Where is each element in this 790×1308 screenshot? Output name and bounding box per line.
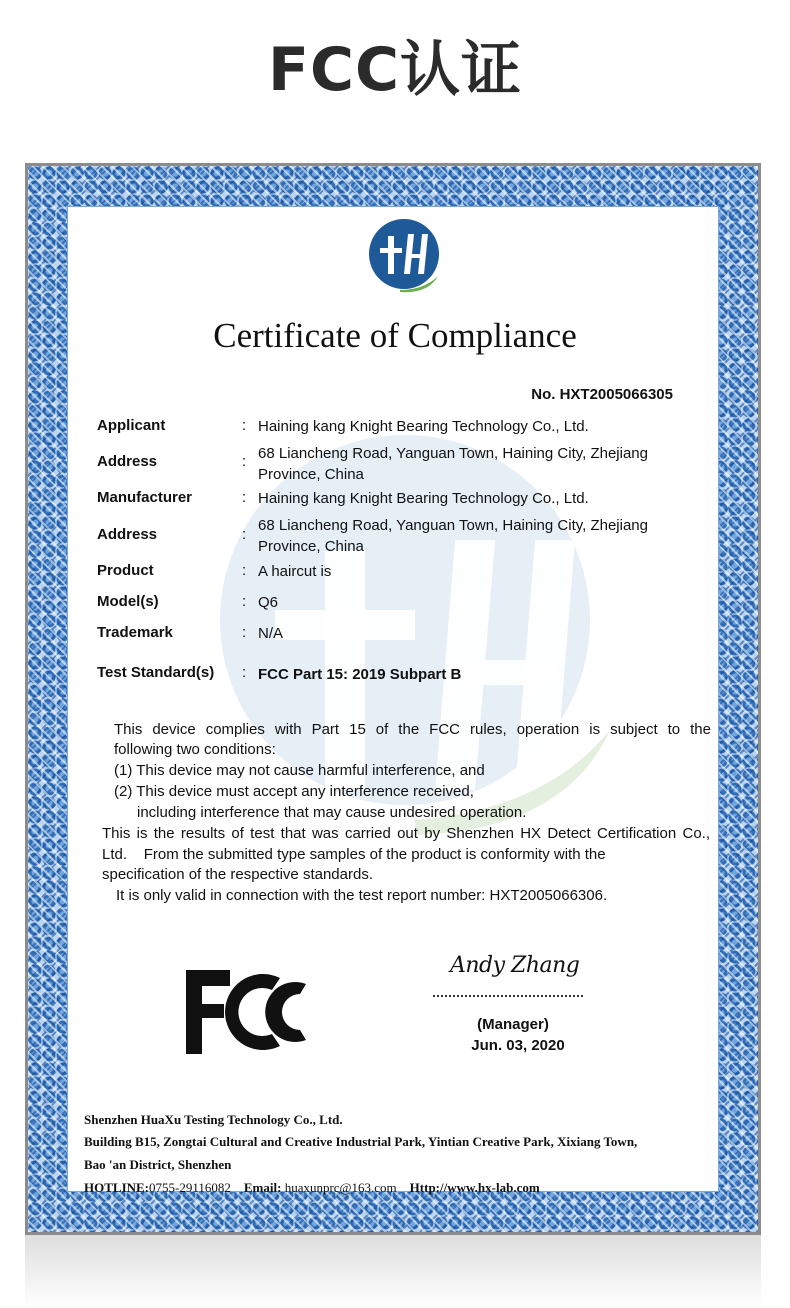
trademark-label: Trademark: [97, 624, 173, 641]
applicant-address-line-2: Province, China: [258, 466, 364, 483]
signature-date: Jun. 03, 2020: [471, 1037, 565, 1054]
applicant-address-label: Address: [97, 453, 158, 470]
manufacturer-address-line-1: 68 Liancheng Road, Yanguan Town, Haining City, Zhejiang: [258, 517, 648, 534]
body-line-1: This device complies with Part 15 of the FCC rules, operation is subject to the: [114, 721, 711, 738]
body-line-2: following two conditions:: [114, 741, 276, 758]
manufacturer-address-line-2: Province, China: [258, 538, 364, 555]
footer-contact-line: [84, 1180, 540, 1196]
fcc-logo-icon: [186, 968, 311, 1056]
model-value: Q6: [258, 594, 279, 611]
website-link: Http://www.hx-lab.com: [409, 1180, 540, 1195]
signature-line: [433, 995, 583, 997]
footer-address-line-2: Bao 'an District, Shenzhen: [84, 1157, 232, 1172]
test-standard-label: Test Standard(s): [97, 664, 215, 681]
hx-lab-logo-icon: [366, 218, 442, 294]
body-line-6: This is the results of test that was carried out by Shenzhen HX Detect Certification Co.,: [102, 825, 710, 842]
body-line-9: It is only valid in connection with the test report number: HXT2005066306.: [116, 887, 608, 904]
body-line-3: (1) This device may not cause harmful interference, and: [114, 762, 485, 779]
colon: :: [242, 664, 247, 681]
email-label: Email:: [243, 1180, 282, 1195]
bottom-fade: [25, 1235, 761, 1308]
colon: :: [242, 562, 247, 579]
colon: :: [242, 489, 247, 506]
manufacturer-address-label: Address: [97, 526, 158, 543]
footer-company: Shenzhen HuaXu Testing Technology Co., Ltd.: [84, 1112, 343, 1127]
body-line-7: Ltd. From the submitted type samples of the product is conformity with the: [102, 846, 606, 863]
body-line-4: (2) This device must accept any interference received,: [114, 783, 474, 800]
applicant-value: Haining kang Knight Bearing Technology Co., Ltd.: [258, 418, 589, 435]
body-line-8: specification of the respective standards.: [102, 866, 373, 883]
page-heading: FCC认证: [267, 35, 523, 105]
body-line-5: including interference that may cause undesired operation.: [137, 804, 527, 821]
colon: :: [242, 624, 247, 641]
hotline-value: 0755-29116082: [149, 1180, 231, 1195]
signature: Andy Zhang: [450, 953, 580, 978]
model-label: Model(s): [97, 593, 159, 610]
certificate-number: No. HXT2005066305: [531, 386, 673, 403]
email-value: huaxunprc@163.com: [284, 1180, 397, 1195]
hotline-label: HOTLINE:: [84, 1180, 150, 1195]
colon: :: [242, 593, 247, 610]
product-value: A haircut is: [258, 563, 332, 580]
manufacturer-value: Haining kang Knight Bearing Technology Co., Ltd.: [258, 490, 589, 507]
test-standard-value: FCC Part 15: 2019 Subpart B: [258, 666, 462, 683]
footer-address-line-1: Building B15, Zongtai Cultural and Creative Industrial Park, Yintian Creative Park, Xixiang Town,: [84, 1134, 638, 1149]
product-label: Product: [97, 562, 154, 579]
trademark-value: N/A: [258, 625, 284, 642]
signature-role: (Manager): [477, 1016, 549, 1033]
colon: :: [242, 417, 247, 434]
applicant-address-line-1: 68 Liancheng Road, Yanguan Town, Haining City, Zhejiang: [258, 445, 648, 462]
colon: :: [242, 453, 247, 470]
applicant-label: Applicant: [97, 417, 166, 434]
colon: :: [242, 526, 247, 543]
manufacturer-label: Manufacturer: [97, 489, 193, 506]
certificate-title: Certificate of Compliance: [213, 316, 577, 355]
